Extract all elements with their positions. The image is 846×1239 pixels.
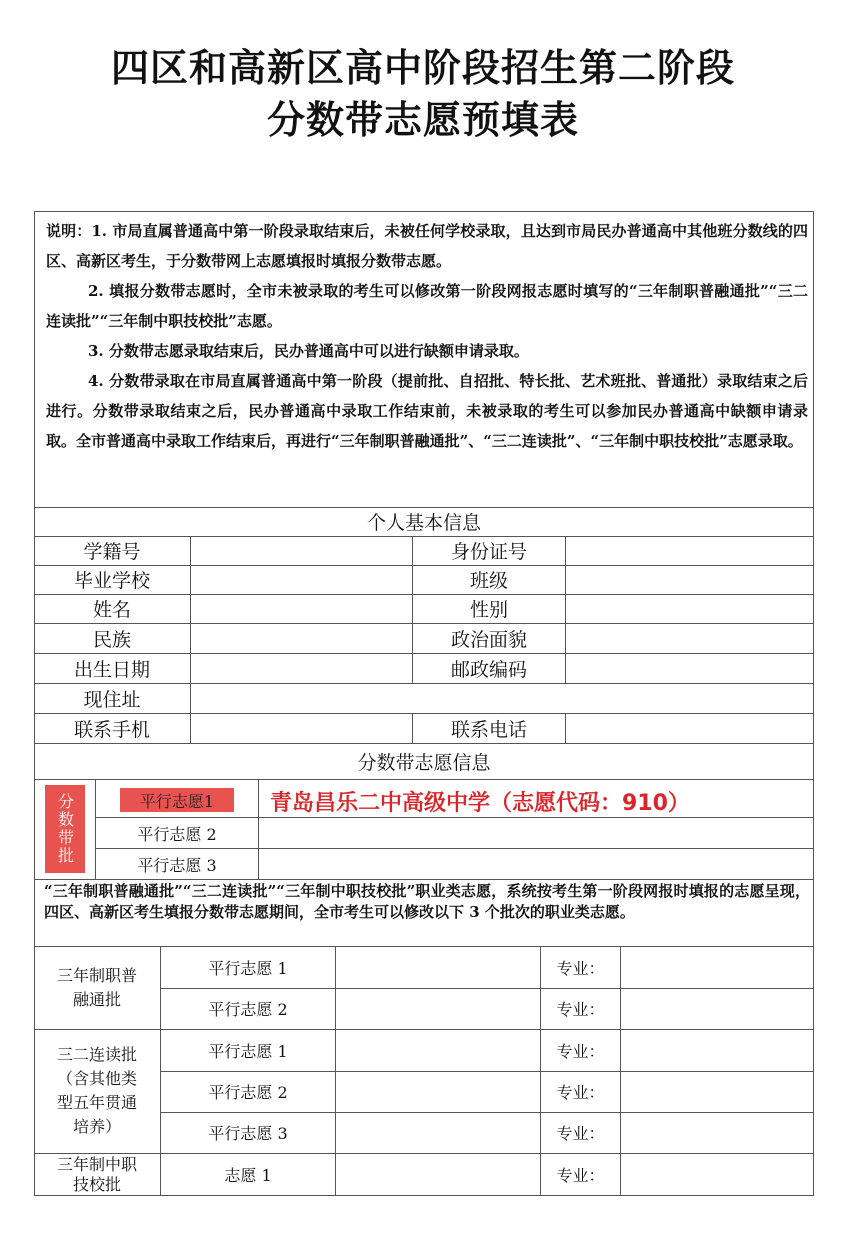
label-gender: 性别: [469, 599, 508, 621]
batch-vocational-school-line1: 三年制中职: [56, 1154, 137, 1174]
label-politics: 政治面貌: [450, 628, 527, 651]
voc-b3-choice-1-label: 志愿 1: [224, 1166, 272, 1185]
score-band-choice-1-label: 平行志愿1: [120, 788, 234, 812]
label-ethnicity: 民族: [92, 628, 131, 651]
batch-vocational-general: [34, 946, 160, 1029]
batch-three-two: [34, 1029, 160, 1153]
politics-field[interactable]: [566, 623, 814, 653]
school-field[interactable]: [191, 565, 412, 594]
batch-vocational-school: [34, 1153, 160, 1196]
batch-three-two-line2: （含其他类: [56, 1069, 137, 1088]
label-phone: 联系电话: [450, 718, 527, 741]
voc-b3-major-1-field[interactable]: [621, 1153, 814, 1196]
voc-b2-choice-2-label: 平行志愿 2: [208, 1083, 288, 1102]
instructions: [46, 216, 808, 456]
voc-b2-major-3-label: 专业：: [556, 1124, 605, 1143]
class-field[interactable]: [566, 565, 814, 594]
address-field[interactable]: [191, 683, 814, 713]
voc-b2-major-1-field[interactable]: [621, 1029, 814, 1071]
score-band-choice-1-value[interactable]: 青岛昌乐二中高级中学（志愿代码：910）: [270, 790, 690, 816]
voc-b2-major-2-field[interactable]: [621, 1071, 814, 1112]
id-card-field[interactable]: [566, 536, 814, 565]
label-school: 毕业学校: [73, 570, 150, 592]
label-postcode: 邮政编码: [450, 658, 527, 681]
gender-field[interactable]: [566, 594, 814, 623]
label-name: 姓名: [92, 599, 131, 621]
voc-b2-choice-1-field[interactable]: [336, 1029, 540, 1071]
note-1: 说明：1. 市局直属普通高中第一阶段录取结束后，未被任何学校录取，且达到市局民办普通高中其他班分数线的四区、高新区考生，于分数带网上志愿填报时填报分数带志愿。: [46, 222, 808, 270]
label-birth: 出生日期: [73, 658, 150, 681]
batch-three-two-line3: 型五年贯通: [56, 1093, 137, 1112]
voc-b2-major-1-label: 专业：: [556, 1041, 605, 1061]
voc-b1-major-2-label: 专业：: [556, 1000, 605, 1019]
birth-field[interactable]: [191, 653, 412, 683]
score-band-choice-3-label: 平行志愿 3: [137, 855, 217, 875]
voc-b2-major-2-label: 专业：: [556, 1083, 605, 1102]
mobile-field[interactable]: [191, 713, 412, 743]
batch-three-two-line4: 培养）: [72, 1117, 121, 1136]
page-title: 四区和高新区高中阶段招生第二阶段: [110, 45, 735, 90]
voc-b2-choice-3-label: 平行志愿 3: [208, 1124, 288, 1143]
voc-b3-choice-1-field[interactable]: [336, 1153, 540, 1196]
score-band-batch-label: 分数带批: [45, 785, 85, 873]
batch-vocational-general-line2: 融通批: [72, 989, 121, 1009]
note-3: 3. 分数带志愿录取结束后，民办普通高中可以进行缺额申请录取。: [88, 342, 529, 360]
postcode-field[interactable]: [566, 653, 814, 683]
section-header-score-band: 分数带志愿信息: [357, 751, 491, 774]
label-mobile: 联系手机: [73, 718, 150, 741]
vocational-note: “三年制职普融通批”“三二连读批”“三年制中职技校批”职业类志愿，系统按考生第一阶段网报时填报的志愿呈现，四区、高新区考生填报分数带志愿期间，全市考生可以修改以下 3 个批次的职业类志愿。: [44, 882, 810, 921]
page-subtitle: 分数带志愿预填表: [266, 97, 579, 142]
voc-b2-choice-1-label: 平行志愿 1: [208, 1041, 288, 1061]
label-address: 现住址: [83, 688, 141, 711]
label-class: 班级: [469, 570, 508, 592]
voc-b1-major-1-label: 专业：: [556, 958, 605, 978]
note-2: 2. 填报分数带志愿时，全市未被录取的考生可以修改第一阶段网报志愿时填写的“三年制职普融通批”“三二连读批”“三年制中职技校批”志愿。: [46, 282, 808, 330]
voc-b2-choice-2-field[interactable]: [336, 1071, 540, 1112]
score-band-choice-2-value[interactable]: [259, 818, 814, 848]
divider: [34, 879, 814, 880]
voc-b1-choice-1-label: 平行志愿 1: [208, 958, 288, 978]
section-header-personal: 个人基本信息: [366, 512, 481, 534]
voc-b1-choice-2-field[interactable]: [336, 988, 540, 1029]
label-student-id: 学籍号: [83, 541, 141, 563]
score-band-choice-3-value[interactable]: [259, 849, 814, 879]
voc-b2-choice-3-field[interactable]: [336, 1112, 540, 1153]
voc-b1-choice-2-label: 平行志愿 2: [208, 1000, 288, 1019]
label-id-card: 身份证号: [450, 541, 527, 563]
batch-three-two-line1: 三二连读批: [56, 1045, 137, 1064]
phone-field[interactable]: [566, 713, 814, 743]
voc-b1-major-1-field[interactable]: [621, 946, 814, 988]
divider: [34, 779, 814, 780]
ethnicity-field[interactable]: [191, 623, 412, 653]
voc-b1-major-2-field[interactable]: [621, 988, 814, 1029]
score-band-choice-2-label: 平行志愿 2: [137, 824, 217, 844]
batch-vocational-school-line2: 技校批: [72, 1174, 121, 1194]
voc-b1-choice-1-field[interactable]: [336, 946, 540, 988]
student-id-field[interactable]: [191, 536, 412, 565]
batch-vocational-general-line1: 三年制职普: [56, 965, 137, 985]
note-4: 4. 分数带录取在市局直属普通高中第一阶段（提前批、自招批、特长批、艺术班批、普通批）录取结束之后进行。分数带录取结束之后，民办普通高中录取工作结束前，未被录取的考生可以参加民办普通高中缺额申请录取。全市普通高中录取工作结束后，再进行“三年制职普融通批”、“三二连读批”、“三年制中职技校批”志愿录取。: [46, 372, 808, 450]
name-field[interactable]: [191, 594, 412, 623]
voc-b2-major-3-field[interactable]: [621, 1112, 814, 1153]
voc-b3-major-1-label: 专业：: [556, 1166, 605, 1185]
